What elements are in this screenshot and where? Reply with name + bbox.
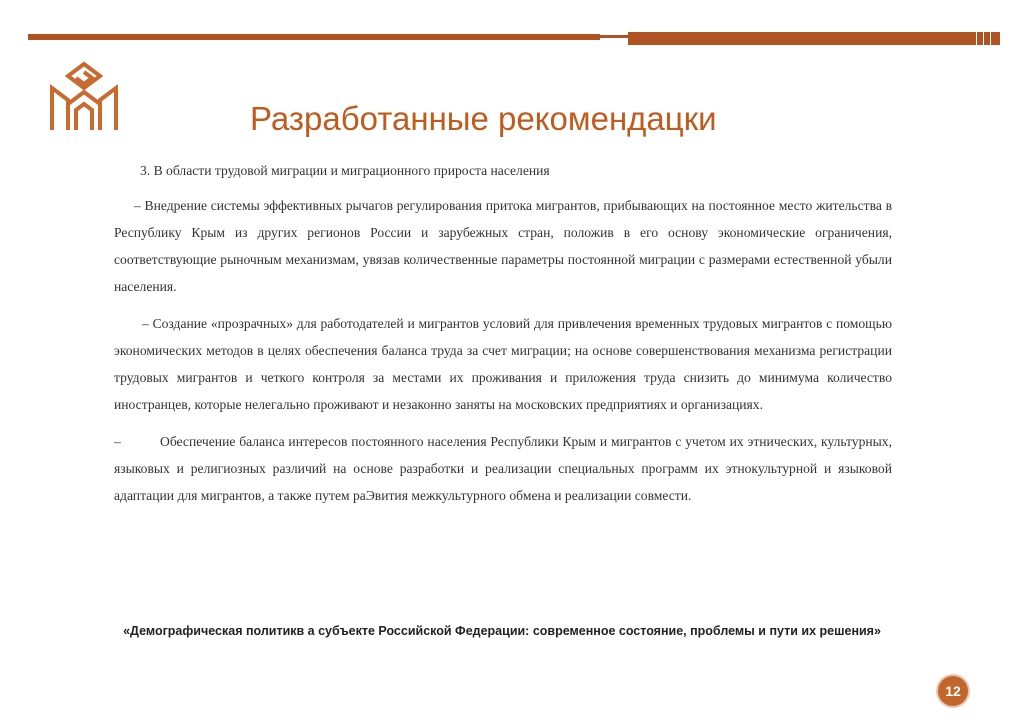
recommendation-paragraph: – Внедрение системы эффективных рычагов регулирования притока мигрантов, прибывающих на постоянное место жительства в Республику Крым из других регионов России и зарубежных стран, положив в его основу экономические ограничения, соответствующие рыночным механизмам, увязав количественные параметры постоянной миграции с размерами естественной убыли населения. <box>114 198 892 294</box>
header-tick <box>990 32 991 45</box>
slide-body <box>114 162 892 519</box>
footer-caption: «Демографическая политикв а субъекте Российской Федерации: современное состояние, проблемы и пути их решения» <box>123 624 881 638</box>
paragraph-dash: – <box>114 434 121 449</box>
header-tick <box>983 32 984 45</box>
recommendation-paragraph-text: Обеспечение баланса интересов постоянного населения Республики Крым и мигрантов с учетом их этнических, культурных, языковых и религиозных различий на основе разработки и реализации специальных программ их этнокультурной и языковой адаптации для мигрантов, а также путем раЭвития межкультурного обмена и реализации совмести. <box>114 434 892 503</box>
header-decor-bar <box>28 32 1000 46</box>
institution-logo-icon <box>48 60 120 132</box>
section-heading: 3. В области трудовой миграции и миграционного прироста населения <box>140 163 550 178</box>
slide-title: Разработанные рекомендацки <box>250 100 717 137</box>
page-number-badge: 12 <box>938 676 968 706</box>
header-line-left <box>28 34 600 40</box>
header-tick <box>976 32 977 45</box>
recommendation-paragraph: – Создание «прозрачных» для работодателей и мигрантов условий для привлечения временных трудовых мигрантов с помощью экономических методов в целях обеспечения баланса труда за счет миграции; на основе совершенствования механизма регистрации трудовых мигрантов и четкого контроля за местами их проживания и приложения труда снизить до минимума количество иностранцев, которые нелегально проживают и незаконно заняты на московских предприятиях и организациях. <box>114 316 892 412</box>
header-band <box>628 32 1000 45</box>
recommendation-paragraph-3 <box>114 428 892 509</box>
